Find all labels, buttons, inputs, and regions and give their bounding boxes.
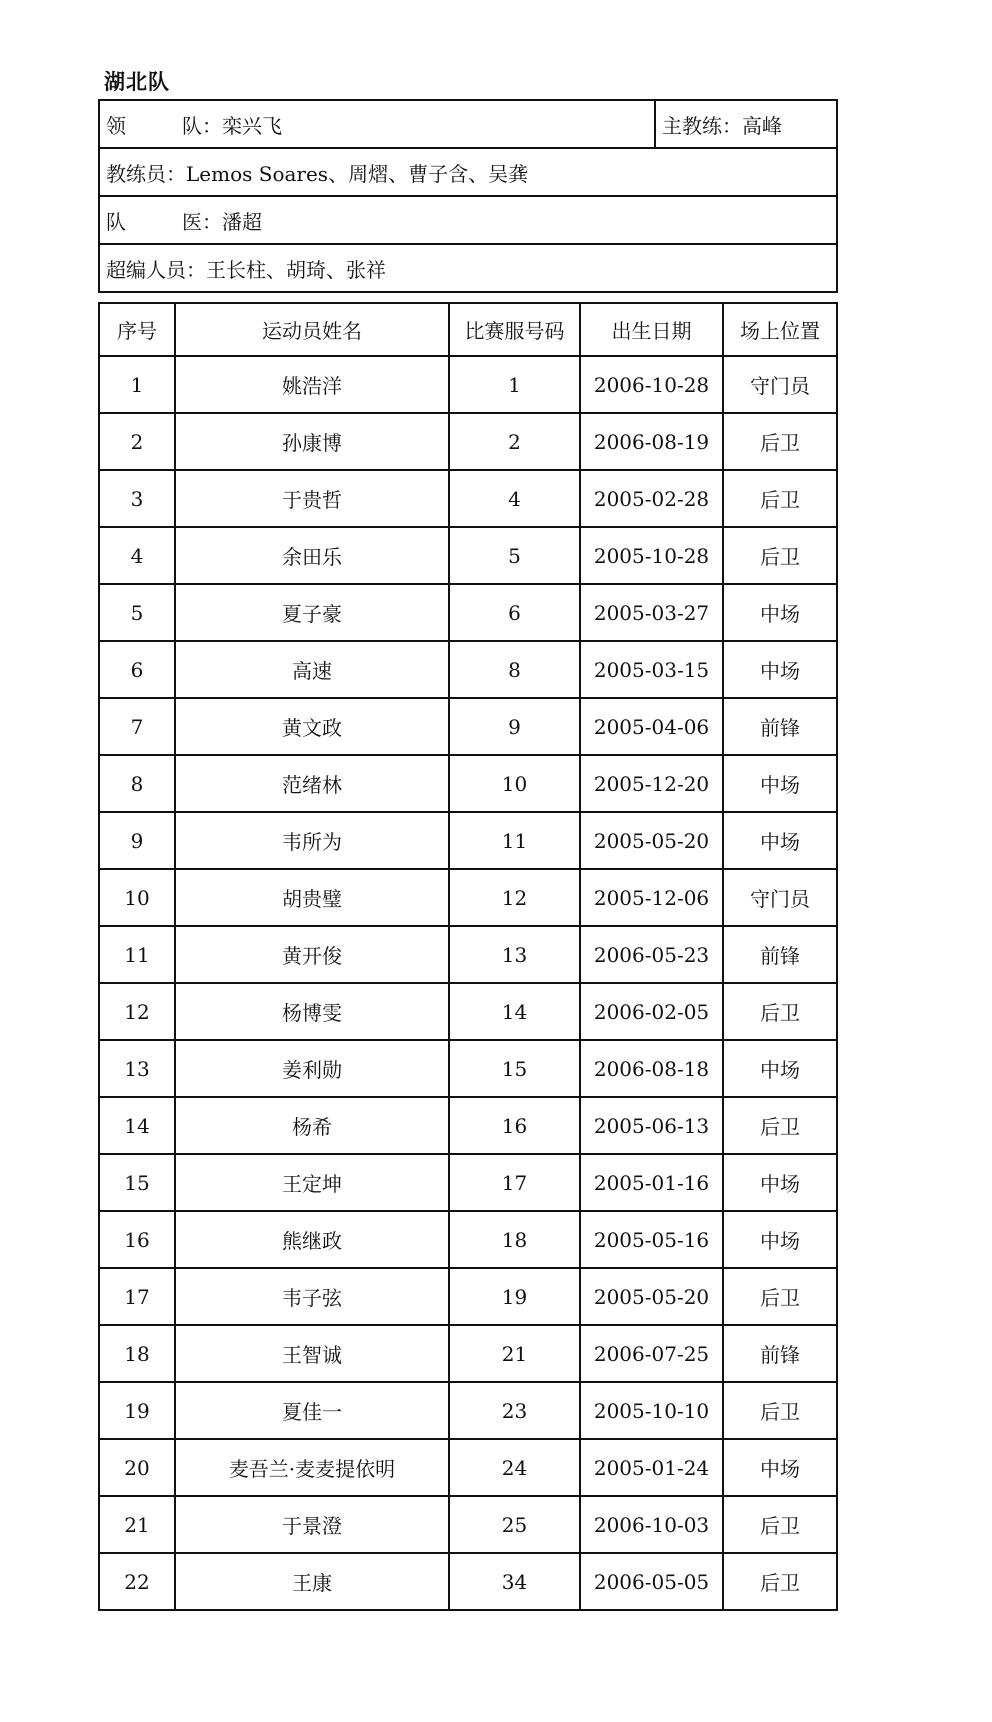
cell-dob: 2005-02-28 xyxy=(580,470,723,527)
cell-name: 韦子弦 xyxy=(175,1268,449,1325)
cell-jersey: 14 xyxy=(449,983,580,1040)
cell-no: 12 xyxy=(99,983,175,1040)
staff-row-doctor xyxy=(99,196,837,244)
table-row xyxy=(99,926,837,983)
table-row xyxy=(99,983,837,1040)
cell-dob: 2005-01-16 xyxy=(580,1154,723,1211)
cell-jersey: 11 xyxy=(449,812,580,869)
cell-jersey: 15 xyxy=(449,1040,580,1097)
table-row xyxy=(99,812,837,869)
cell-jersey: 25 xyxy=(449,1496,580,1553)
doctor-value: 潘超 xyxy=(222,209,262,234)
cell-name: 韦所为 xyxy=(175,812,449,869)
cell-dob: 2005-03-27 xyxy=(580,584,723,641)
cell-name: 夏子豪 xyxy=(175,584,449,641)
table-row xyxy=(99,1211,837,1268)
cell-name: 姚浩洋 xyxy=(175,356,449,413)
head-coach-value: 高峰 xyxy=(742,113,782,138)
cell-position: 后卫 xyxy=(723,527,837,584)
cell-dob: 2005-05-16 xyxy=(580,1211,723,1268)
cell-jersey: 1 xyxy=(449,356,580,413)
roster-table xyxy=(98,302,838,1611)
cell-jersey: 5 xyxy=(449,527,580,584)
header-name: 运动员姓名 xyxy=(175,303,449,356)
cell-position: 后卫 xyxy=(723,470,837,527)
header-dob: 出生日期 xyxy=(580,303,723,356)
cell-position: 中场 xyxy=(723,755,837,812)
cell-name: 杨博雯 xyxy=(175,983,449,1040)
cell-no: 11 xyxy=(99,926,175,983)
cell-name: 黄开俊 xyxy=(175,926,449,983)
doctor-cell xyxy=(99,196,837,244)
table-row xyxy=(99,869,837,926)
cell-name: 王康 xyxy=(175,1553,449,1610)
table-row xyxy=(99,470,837,527)
staff-row-coaches xyxy=(99,148,837,196)
cell-position: 后卫 xyxy=(723,1382,837,1439)
cell-no: 7 xyxy=(99,698,175,755)
cell-dob: 2005-10-10 xyxy=(580,1382,723,1439)
cell-dob: 2005-03-15 xyxy=(580,641,723,698)
cell-position: 前锋 xyxy=(723,1325,837,1382)
cell-position: 前锋 xyxy=(723,698,837,755)
cell-name: 夏佳一 xyxy=(175,1382,449,1439)
cell-no: 1 xyxy=(99,356,175,413)
table-row xyxy=(99,413,837,470)
leader-label-2: 队： xyxy=(182,113,222,138)
cell-position: 守门员 xyxy=(723,869,837,926)
cell-name: 麦吾兰·麦麦提依明 xyxy=(175,1439,449,1496)
cell-jersey: 12 xyxy=(449,869,580,926)
extra-staff-cell xyxy=(99,244,837,292)
cell-dob: 2006-10-03 xyxy=(580,1496,723,1553)
doctor-label: 队 xyxy=(106,209,126,234)
table-row xyxy=(99,584,837,641)
staff-row-extra xyxy=(99,244,837,292)
cell-dob: 2006-08-18 xyxy=(580,1040,723,1097)
cell-jersey: 19 xyxy=(449,1268,580,1325)
cell-name: 杨希 xyxy=(175,1097,449,1154)
cell-jersey: 34 xyxy=(449,1553,580,1610)
header-position: 场上位置 xyxy=(723,303,837,356)
cell-position: 后卫 xyxy=(723,1496,837,1553)
table-row xyxy=(99,1268,837,1325)
cell-jersey: 21 xyxy=(449,1325,580,1382)
table-row xyxy=(99,1553,837,1610)
cell-no: 13 xyxy=(99,1040,175,1097)
cell-name: 胡贵璧 xyxy=(175,869,449,926)
cell-dob: 2006-07-25 xyxy=(580,1325,723,1382)
cell-no: 22 xyxy=(99,1553,175,1610)
cell-position: 后卫 xyxy=(723,413,837,470)
cell-dob: 2005-12-06 xyxy=(580,869,723,926)
table-row xyxy=(99,1040,837,1097)
cell-jersey: 8 xyxy=(449,641,580,698)
cell-name: 余田乐 xyxy=(175,527,449,584)
cell-no: 2 xyxy=(99,413,175,470)
staff-table xyxy=(98,99,838,293)
cell-jersey: 24 xyxy=(449,1439,580,1496)
table-row xyxy=(99,698,837,755)
roster-body xyxy=(99,356,837,1610)
cell-name: 王定坤 xyxy=(175,1154,449,1211)
cell-no: 5 xyxy=(99,584,175,641)
cell-name: 范绪林 xyxy=(175,755,449,812)
table-row xyxy=(99,641,837,698)
cell-no: 18 xyxy=(99,1325,175,1382)
extra-staff-label: 超编人员： xyxy=(106,257,206,282)
cell-dob: 2006-10-28 xyxy=(580,356,723,413)
cell-position: 中场 xyxy=(723,641,837,698)
cell-name: 高速 xyxy=(175,641,449,698)
cell-jersey: 17 xyxy=(449,1154,580,1211)
cell-no: 16 xyxy=(99,1211,175,1268)
cell-no: 3 xyxy=(99,470,175,527)
cell-no: 14 xyxy=(99,1097,175,1154)
cell-name: 熊继政 xyxy=(175,1211,449,1268)
cell-dob: 2006-02-05 xyxy=(580,983,723,1040)
cell-dob: 2005-05-20 xyxy=(580,812,723,869)
cell-name: 黄文政 xyxy=(175,698,449,755)
leader-cell xyxy=(99,100,655,148)
table-row xyxy=(99,1496,837,1553)
cell-name: 王智诚 xyxy=(175,1325,449,1382)
cell-position: 前锋 xyxy=(723,926,837,983)
header-jersey: 比赛服号码 xyxy=(449,303,580,356)
cell-position: 后卫 xyxy=(723,1097,837,1154)
staff-row-leader xyxy=(99,100,837,148)
cell-jersey: 13 xyxy=(449,926,580,983)
cell-position: 中场 xyxy=(723,1439,837,1496)
table-row xyxy=(99,1439,837,1496)
cell-dob: 2005-06-13 xyxy=(580,1097,723,1154)
cell-position: 中场 xyxy=(723,1211,837,1268)
table-row xyxy=(99,356,837,413)
extra-staff-value: 王长柱、胡琦、张祥 xyxy=(206,257,386,282)
cell-position: 后卫 xyxy=(723,983,837,1040)
table-row xyxy=(99,1325,837,1382)
cell-jersey: 16 xyxy=(449,1097,580,1154)
cell-name: 姜利勋 xyxy=(175,1040,449,1097)
cell-no: 17 xyxy=(99,1268,175,1325)
cell-no: 21 xyxy=(99,1496,175,1553)
cell-position: 中场 xyxy=(723,1040,837,1097)
leader-value: 栾兴飞 xyxy=(222,113,282,138)
cell-position: 守门员 xyxy=(723,356,837,413)
roster-header-row xyxy=(99,303,837,356)
coaches-value: Lemos Soares、周熠、曹子含、吴龚 xyxy=(186,161,529,186)
cell-dob: 2006-05-05 xyxy=(580,1553,723,1610)
cell-position: 后卫 xyxy=(723,1553,837,1610)
cell-jersey: 23 xyxy=(449,1382,580,1439)
cell-name: 孙康博 xyxy=(175,413,449,470)
table-row xyxy=(99,1382,837,1439)
cell-no: 9 xyxy=(99,812,175,869)
cell-name: 于景澄 xyxy=(175,1496,449,1553)
cell-dob: 2006-05-23 xyxy=(580,926,723,983)
cell-jersey: 4 xyxy=(449,470,580,527)
cell-jersey: 2 xyxy=(449,413,580,470)
cell-dob: 2006-08-19 xyxy=(580,413,723,470)
cell-dob: 2005-12-20 xyxy=(580,755,723,812)
cell-dob: 2005-05-20 xyxy=(580,1268,723,1325)
table-row xyxy=(99,1097,837,1154)
leader-label: 领 xyxy=(106,113,126,138)
cell-jersey: 9 xyxy=(449,698,580,755)
cell-jersey: 6 xyxy=(449,584,580,641)
table-row xyxy=(99,755,837,812)
cell-position: 中场 xyxy=(723,584,837,641)
cell-position: 中场 xyxy=(723,812,837,869)
cell-dob: 2005-01-24 xyxy=(580,1439,723,1496)
cell-position: 中场 xyxy=(723,1154,837,1211)
cell-no: 19 xyxy=(99,1382,175,1439)
cell-no: 15 xyxy=(99,1154,175,1211)
doctor-label-2: 医： xyxy=(182,209,222,234)
header-no: 序号 xyxy=(99,303,175,356)
cell-no: 10 xyxy=(99,869,175,926)
cell-no: 8 xyxy=(99,755,175,812)
coaches-label: 教练员： xyxy=(106,161,186,186)
cell-position: 后卫 xyxy=(723,1268,837,1325)
table-row xyxy=(99,527,837,584)
cell-no: 4 xyxy=(99,527,175,584)
cell-no: 20 xyxy=(99,1439,175,1496)
head-coach-cell xyxy=(655,100,837,148)
table-row xyxy=(99,1154,837,1211)
cell-name: 于贵哲 xyxy=(175,470,449,527)
head-coach-label: 主教练： xyxy=(662,113,742,138)
cell-no: 6 xyxy=(99,641,175,698)
coaches-cell xyxy=(99,148,837,196)
team-title: 湖北队 xyxy=(104,70,170,94)
cell-jersey: 18 xyxy=(449,1211,580,1268)
cell-dob: 2005-04-06 xyxy=(580,698,723,755)
cell-jersey: 10 xyxy=(449,755,580,812)
cell-dob: 2005-10-28 xyxy=(580,527,723,584)
